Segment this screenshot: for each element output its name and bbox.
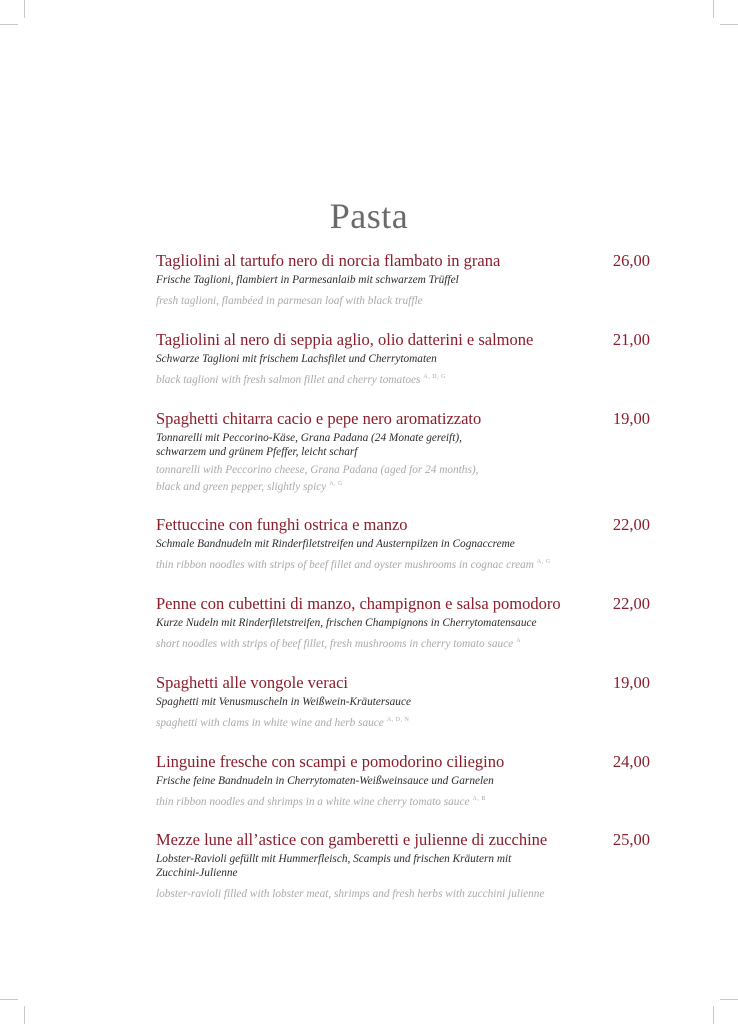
dish-item [156,751,650,809]
crop-mark [720,24,738,25]
crop-mark [720,999,738,1000]
dish-header [156,751,650,773]
dish-description-german: Frische Taglioni, flambiert in Parmesanlaib mit schwarzem Trüffel [156,274,459,286]
dish-name: Linguine fresche con scampi e pomodorino ciliegino [156,751,505,771]
dish-description-english [156,792,650,809]
dish-description-english [156,555,650,572]
dish-description-english [156,463,650,494]
dish-description-german: Spaghetti mit Venusmuscheln in Weißwein-Kräutersauce [156,695,411,708]
menu-section-title: Pasta [329,196,409,236]
dish-header [156,672,650,694]
crop-mark [24,1006,25,1024]
dish-price: 26,00 [612,251,650,270]
dish-name: Spaghetti chitarra cacio e pepe nero aromatizzato [156,408,482,428]
dish-description-german: Tonnarelli mit Peccorino-Käse, Grana Padana (24 Monate gereift), schwarzem und grünem Pfeffer, leicht scharf [156,431,462,458]
dish-description-german: Schmale Bandnudeln mit Rinderfiletstreifen und Austernpilzen in Cognaccreme [156,538,515,551]
allergen-codes: A, B [472,795,486,802]
allergen-codes: A, D, G [423,373,446,380]
dish-description-english [156,884,650,901]
crop-mark [713,0,714,18]
dish-price: 22,00 [612,594,650,614]
dish-price: 19,00 [612,672,650,692]
dish-price: 21,00 [612,329,650,349]
dish-list [156,250,650,901]
dish-description-german: Lobster-Ravioli gefüllt mit Hummerfleisch, Scampis und frischen Kräutern mit Zucchini-Julienne [156,853,512,880]
dish-item [156,829,650,901]
crop-mark [0,999,18,1000]
dish-description-english-text: spaghetti with clams in white wine and herb sauce [156,716,384,729]
dish-description-english [156,713,650,730]
dish-header [156,829,650,851]
allergen-codes: A, G [329,480,343,487]
allergen-codes: A, G [536,559,551,566]
dish-header [156,408,650,430]
dish-name: Penne con cubettini di manzo, champignon e salsa pomodoro [156,594,561,614]
dish-description-english-text: black taglioni with fresh salmon fillet and cherry tomatoes [156,373,421,386]
dish-name: Spaghetti alle vongole veraci [156,672,348,692]
allergen-codes: A, D, N [386,716,410,723]
dish-header [156,593,650,615]
dish-description-german: Kurze Nudeln mit Rinderfiletstreifen, frischen Champignons in Cherrytomatensauce [156,617,537,630]
dish-description-german: Schwarze Taglioni mit frischem Lachsfilet und Cherrytomaten [156,352,437,365]
dish-item [156,408,650,494]
dish-header [156,329,650,351]
crop-mark [24,0,25,18]
dish-name: Mezze lune all’astice con gamberetti e julienne di zucchine [156,830,548,850]
dish-price: 25,00 [612,830,650,850]
dish-description-english [156,634,650,651]
dish-description-english-text: thin ribbon noodles and shrimps in a white wine cherry tomato sauce [156,795,470,808]
dish-name: Tagliolini al tartufo nero di norcia flambato in grana [156,251,501,270]
dish-description-english-text: tonnarelli with Peccorino cheese, Grana Padana (aged for 24 months), black and green pepper, slightly spicy [156,463,479,493]
dish-description-english-text: lobster-ravioli filled with lobster meat, shrimps and fresh herbs with zucchini julienne [156,888,545,901]
dish-price: 22,00 [612,515,650,535]
dish-description-german: Frische feine Bandnudeln in Cherrytomaten-Weißweinsauce und Garnelen [156,774,494,787]
crop-mark [713,1006,714,1024]
dish-price: 24,00 [612,751,650,771]
crop-mark [0,24,18,25]
dish-description-english-text: thin ribbon noodles with strips of beef fillet and oyster mushrooms in cognac cream [156,559,534,572]
dish-item [156,329,650,387]
dish-item [156,672,650,730]
dish-description-english-text: fresh taglioni, flambéed in parmesan loaf with black truffle [156,294,423,307]
dish-description-english-text: short noodles with strips of beef fillet, fresh mushrooms in cherry tomato sauce [156,637,514,650]
allergen-codes: A [516,638,522,645]
dish-description-english [156,291,650,308]
dish-name: Tagliolini al nero di seppia aglio, olio datterini e salmone [156,329,534,349]
dish-header [156,250,650,272]
dish-header [156,514,650,536]
dish-item [156,514,650,572]
dish-price: 19,00 [612,408,650,428]
dish-item [156,593,650,651]
dish-description-english [156,370,650,387]
dish-item [156,250,650,308]
dish-name: Fettuccine con funghi ostrica e manzo [156,515,408,535]
